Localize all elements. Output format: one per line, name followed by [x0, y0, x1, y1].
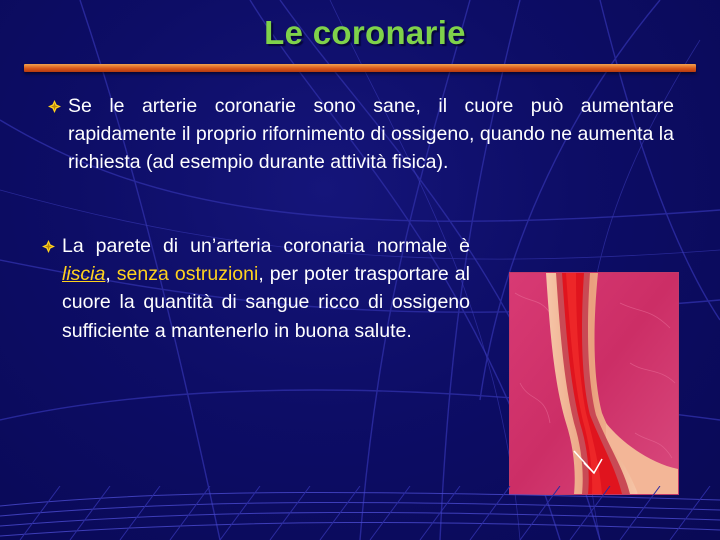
slide-title: Le coronarie [264, 14, 466, 51]
footer-decoration [0, 486, 720, 540]
emphasis-senza-ostruzioni: senza ostruzioni [116, 263, 259, 286]
bullet-1 [68, 92, 674, 177]
diamond-bullet-icon [42, 240, 55, 253]
bullet-1-text: Se le arterie coronarie sono sane, il cuore può aumentare rapidamente il proprio rifornimento di ossigeno, quando ne aumenta la richiesta (ad esempio durante attività fisica). [68, 95, 674, 174]
title-divider [24, 64, 696, 72]
bullet-2-text-start: La parete di un’arteria coronaria normale è [62, 235, 470, 257]
bullet-2-separator: , [105, 263, 117, 286]
artery-illustration [509, 272, 679, 495]
emphasis-liscia: liscia [62, 263, 106, 286]
bullet-2 [62, 232, 470, 345]
diamond-bullet-icon [48, 100, 61, 113]
bullet-2-text-end: , per poter trasportare al cuore la quantità di sangue ricco di ossigeno sufficiente a mantenerlo in buona salute. [62, 263, 470, 342]
